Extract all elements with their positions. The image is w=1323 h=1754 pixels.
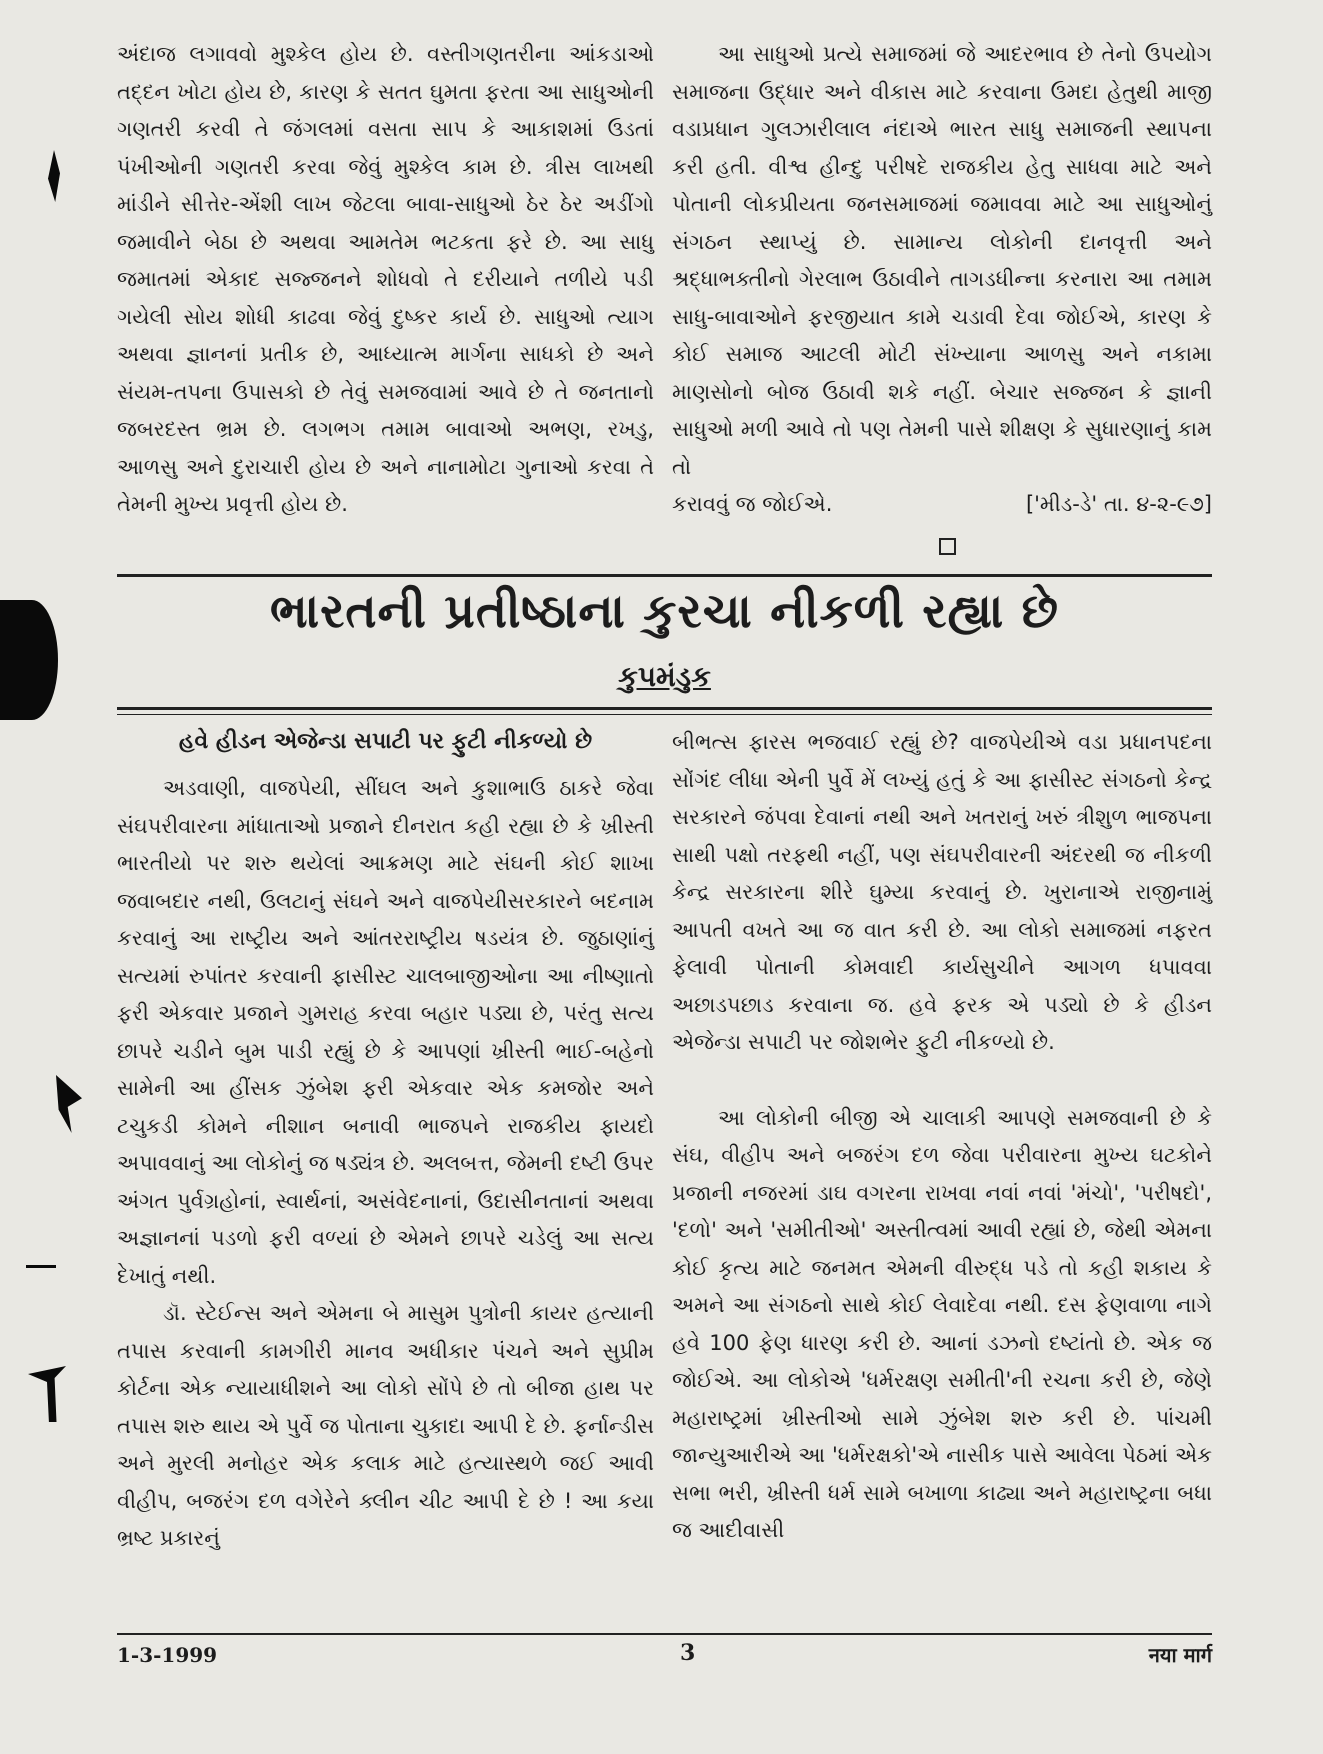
ink-blot bbox=[0, 600, 58, 720]
continued-paragraph: અંદાજ લગાવવો મુશ્કેલ હોય છે. વસ્તીગણતરીના આંકડાઓ તદ્દન ખોટા હોય છે, કારણ કે સતત ઘુમતા ફરતા આ સાધુઓની ગણતરી કરવી તે જંગલમાં વસતા સાપ કે આકાશમાં ઉડતાં પંખીઓની ગણતરી કરવા જેવું મુશ્કેલ કામ છે. ત્રીસ લાખથી માંડીને સીત્તેર-એંશી લાખ જેટલા બાવા-સાધુઓ ઠેર ઠેર અડીંગો જમાવીને બેઠા છે અથવા આમતેમ ભટકતા ફરે છે. આ સાધુ જમાતમાં એકાદ સજ્જનને શોધવો તે દરીયાને તળીયે પડી ગયેલી સોય શોધી કાઢવા જેવું દુષ્કર કાર્ય છે. સાધુઓ ત્યાગ અથવા જ્ઞાનનાં પ્રતીક છે, આધ્યાત્મ માર્ગના સાધકો છે અને સંયમ-તપના ઉપાસકો છે તેવું સમજવામાં આવે છે તે જનતાનો જબરદસ્ત ભ્રમ છે. લગભગ તમામ બાવાઓ અભણ, રખડુ, આળસુ અને દુરાચારી હોય છે અને નાનામોટા ગુનાઓ કરવા તે તેમની મુખ્ય પ્રવૃત્તી હોય છે. bbox=[117, 42, 654, 516]
divider-rule-double bbox=[117, 707, 1212, 710]
article-subheading: હવે હીડન એજેન્ડા સપાટી પર ફુટી નીકળ્યો છે bbox=[178, 729, 593, 754]
divider-rule bbox=[117, 574, 1212, 577]
page-number: 3 bbox=[680, 1640, 696, 1666]
article-paragraph: અડવાણી, વાજપેયી, સીંઘલ અને કુશાભાઉ ઠાકરે જેવા સંઘપરીવારના માંધાતાઓ પ્રજાને દીનરાત કહી રહ્યા છે કે ખ્રીસ્તી ભારતીયો પર શરુ થયેલાં આક્રમણ માટે સંઘની કોઈ શાખા જવાબદાર નથી, ઉલટાનું સંઘને અને વાજપેયીસરકારને બદનામ કરવાનું આ રાષ્ટ્રીય અને આંતરરાષ્ટ્રીય ષડયંત્ર છે. જુઠાણાંનું સત્યમાં રુપાંતર કરવાની ફાસીસ્ટ ચાલબાજીઓના આ નીષ્ણાતો ફરી એકવાર પ્રજાને ગુમરાહ કરવા બહાર પડ્યા છે, પરંતુ સત્ય છાપરે ચડીને બુમ પાડી રહ્યું છે કે આપણાં ખ્રીસ્તી ભાઈ-બહેનો સામેની આ હીંસક ઝુંબેશ ફરી એકવાર એક કમજોર અને ટચુકડી કોમને નીશાન બનાવી ભાજપને રાજકીય ફાયદો અપાવવાનું આ લોકોનું જ ષડ્યંત્ર છે. અલબત્ત, જેમની દષ્ટી ઉપર અંગત પુર્વગ્રહોનાં, સ્વાર્થનાં, અસંવેદનાનાં, ઉદાસીનતાનાં અથવા અજ્ઞાનનાં પડળો ફરી વળ્યાં છે એમને છાપરે ચડેલું આ સત્ય દેખાતું નથી. bbox=[117, 776, 654, 1288]
article-paragraph: આ લોકોની બીજી એ ચાલાકી આપણે સમજવાની છે કે સંઘ, વીહીપ અને બજરંગ દળ જેવા પરીવારના મુખ્ય ઘટકોને પ્રજાની નજરમાં ડાઘ વગરના રાખવા નવાં નવાં 'મંચો', 'પરીષદો', 'દળો' અને 'સમીતીઓ' અસ્તીત્વમાં આવી રહ્યાં છે, જેથી એમના કોઈ કૃત્ય માટે જનમત એમની વીરુદ્ધ પડે તો કહી શકાય કે અમને આ સંગઠનો સાથે કોઈ લેવાદેવા નથી. દસ ફેણવાળા નાગે હવે 100 ફેણ ધારણ કરી છે. આનાં ડઝનો દષ્ટાંતો છે. એક જ જોઈએ. આ લોકોએ 'ધર્મરક્ષણ સમીતી'ની રચના કરી છે, જેણે મહારાષ્ટ્રમાં ખ્રીસ્તીઓ સામે ઝુંબેશ શરુ કરી છે. પાંચમી જાન્યુઆરીએ આ 'ધર્મરક્ષકો'એ નાસીક પાસે આવેલા પેઠમાં એક સભા ભરી, ખ્રીસ્તી ધર્મ સામે બખાળા કાઢ્યા અને મહારાષ્ટ્રના બધા જ આદીવાસી bbox=[672, 1105, 1212, 1542]
source-citation: ['મીડ-ડે' તા. ૪-૨-૯૭] bbox=[1025, 492, 1212, 516]
article-byline bbox=[117, 654, 1212, 700]
ink-mark bbox=[26, 1265, 56, 1268]
article-headline: ભારતની પ્રતીષ્ઠાના કુરચા નીકળી રહ્યા છે bbox=[269, 584, 1060, 639]
author-name: કુપમંડુક bbox=[618, 660, 711, 693]
top-right-column bbox=[672, 36, 1212, 524]
closing-sentence: કરાવવું જ જોઈએ. bbox=[672, 492, 833, 516]
ink-blot bbox=[48, 150, 60, 202]
end-of-article-mark bbox=[939, 538, 956, 555]
article-paragraph: ડૉ. સ્ટેઈન્સ અને એમના બે માસુમ પુત્રોની કાયર હત્યાની તપાસ કરવાની કામગીરી માનવ અધીકાર પંચને અને સુપ્રીમ કોર્ટના એક ન્યાયાધીશને આ લોકો સોંપે છે તો બીજા હાથ પર તપાસ શરુ થાય એ પુર્વે જ પોતાના ચુકાદા આપી દે છે. ફર્નાન્ડીસ અને મુરલી મનોહર એક કલાક માટે હત્યાસ્થળે જઈ આવી વીહીપ, બજરંગ દળ વગેરેને ક્લીન ચીટ આપી દે છે ! આ કયા ભ્રષ્ટ પ્રકારનું bbox=[117, 1301, 654, 1550]
article-paragraph: બીભત્સ ફારસ ભજવાઈ રહ્યું છે? વાજપેયીએ વડા પ્રધાનપદના સોંગંદ લીધા એની પુર્વે મેં લખ્યું હતું કે આ ફાસીસ્ટ સંગઠનો કેન્દ્ર સરકારને જંપવા દેવાનાં નથી અને ખતરાનું ખરું ત્રીશુળ ભાજપના સાથી પક્ષો તરફથી નહીં, પણ સંઘપરીવારની અંદરથી જ નીકળી કેન્દ્ર સરકારના શીરે ઘુમ્યા કરવાનું છે. ખુરાનાએ રાજીનામું આપતી વખતે આ જ વાત કરી છે. આ લોકો સમાજમાં નફરત ફેલાવી પોતાની કોમવાદી કાર્યસુચીને આગળ ધપાવવા અછાડપછાડ કરવાના જ. હવે ફરક એ પડ્યો છે કે હીડન એજેન્ડા સપાટી પર જોશભેર ફુટી નીકળ્યો છે. bbox=[672, 730, 1212, 1054]
top-left-column bbox=[117, 36, 654, 524]
ink-blot bbox=[28, 1342, 66, 1422]
divider-rule-thin bbox=[117, 714, 1212, 715]
article-left-column bbox=[117, 770, 654, 1558]
publication-name: नया मार्ग bbox=[1148, 1643, 1212, 1667]
ink-blot bbox=[56, 1075, 82, 1133]
citation-line bbox=[672, 486, 1212, 524]
footer-rule bbox=[117, 1633, 1212, 1635]
issue-date: 1-3-1999 bbox=[117, 1643, 218, 1667]
article-right-column bbox=[672, 724, 1212, 1550]
continued-paragraph-right: આ સાધુઓ પ્રત્યે સમાજમાં જે આદરભાવ છે તેનો ઉપયોગ સમાજના ઉદ્ધાર અને વીકાસ માટે કરવાના ઉમદા હેતુથી માજી વડાપ્રધાન ગુલઝારીલાલ નંદાએ ભારત સાધુ સમાજની સ્થાપના કરી હતી. વીશ્વ હીન્દુ પરીષદે રાજકીય હેતુ સાધવા માટે અને પોતાની લોકપ્રીયતા જનસમાજમાં જમાવવા માટે આ સાધુઓનું સંગઠન સ્થાપ્યું છે. સામાન્ય લોકોની દાનવૃત્તી અને શ્રદ્ધાભક્તીનો ગેરલાભ ઉઠાવીને તાગડધીન્ના કરનારા આ તમામ સાધુ-બાવાઓને ફરજીયાત કામે ચડાવી દેવા જોઈએ, કારણ કે કોઈ સમાજ આટલી મોટી સંખ્યાના આળસુ અને નકામા માણસોનો બોજ ઉઠાવી શકે નહીં. બેચાર સજ્જન કે જ્ઞાની સાધુઓ મળી આવે તો પણ તેમની પાસે શીક્ષણ કે સુધારણાનું કામ તો bbox=[672, 42, 1212, 479]
